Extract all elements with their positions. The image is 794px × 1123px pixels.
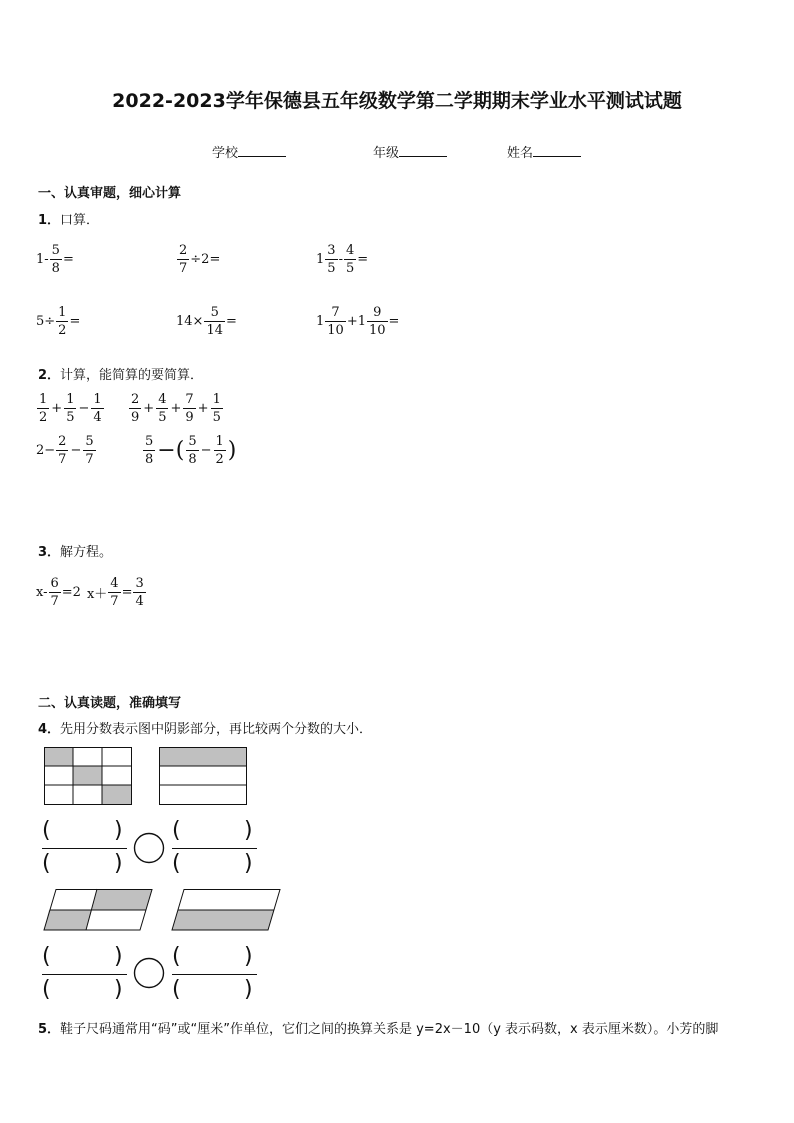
section-1-heading: 一、认真审题，细心计算 <box>38 186 182 201</box>
q1-item-c: 1 3 5 - $\frac{4}{5}$ = <box>316 243 369 276</box>
q2-item-d: 5 8 −( 5 8 − $\frac{1}{2}$ ) <box>145 434 237 467</box>
compare-circle-2[interactable] <box>133 958 165 988</box>
parallelogram-figure-quarters <box>44 889 154 931</box>
page-title: 2022-2023学年保德县五年级数学第二学期期末学业水平测试试题 <box>112 90 682 112</box>
compare-circle-1[interactable] <box>133 833 165 863</box>
grid-figure-3x3 <box>44 747 132 805</box>
q1-item-d: 5÷ $\frac{1}{2}$ = <box>36 305 81 338</box>
q3-equations: x- $\frac{6}{7}$ =2 x＋ $\frac{4}{7}$ = $\frac{3}{4}$ <box>36 576 144 609</box>
fraction-answer-2[interactable]: ( ) ( ) <box>172 818 257 878</box>
school-field[interactable] <box>212 142 286 161</box>
q1-item-f: 1 7 10 +1 $\frac{9}{10}$ = <box>316 305 400 338</box>
name-field[interactable] <box>507 142 581 161</box>
q2-item-b: 2 9 + $\frac{4}{5}$ + $\frac{7}{9}$ + $\frac{1}{5}$ <box>131 392 221 425</box>
fraction-answer-4[interactable]: ( ) ( ) <box>172 944 257 1004</box>
question-3: 3．解方程。 <box>38 545 113 560</box>
grade-field[interactable] <box>373 142 447 161</box>
question-2: 2．计算，能简算的要简算． <box>38 368 204 383</box>
q1-item-b: $\frac{2}{7}$ ÷2= <box>179 243 221 276</box>
section-2-heading: 二、认真读题，准确填写 <box>38 696 182 711</box>
rows-figure-3 <box>159 747 247 805</box>
question-1: 1．口算． <box>38 213 100 228</box>
q2-item-a: 1 2 + $\frac{1}{5}$ − $\frac{1}{4}$ <box>39 392 102 425</box>
q1-item-e: 14× $\frac{5}{14}$ = <box>176 305 237 338</box>
q2-item-c: 2− $\frac{2}{7}$ − $\frac{5}{7}$ <box>36 434 94 467</box>
school-label: 学校 <box>212 146 239 161</box>
question-5: 5．鞋子尺码通常用“码”或“厘米”作单位，它们之间的换算关系是 y=2x－10（y 表示码数，x 表示厘米数）。小芳的脚 <box>38 1022 719 1037</box>
fraction-answer-1[interactable]: ( ) ( ) <box>42 818 127 878</box>
grade-label: 年级 <box>373 146 400 161</box>
question-4: 4．先用分数表示图中阴影部分，再比较两个分数的大小． <box>38 722 373 737</box>
name-label: 姓名 <box>507 146 534 161</box>
fraction-answer-3[interactable]: ( ) ( ) <box>42 944 127 1004</box>
parallelogram-figure-halves <box>172 889 282 931</box>
q1-item-a: 1- $\frac{5}{8}$ = <box>36 243 74 276</box>
